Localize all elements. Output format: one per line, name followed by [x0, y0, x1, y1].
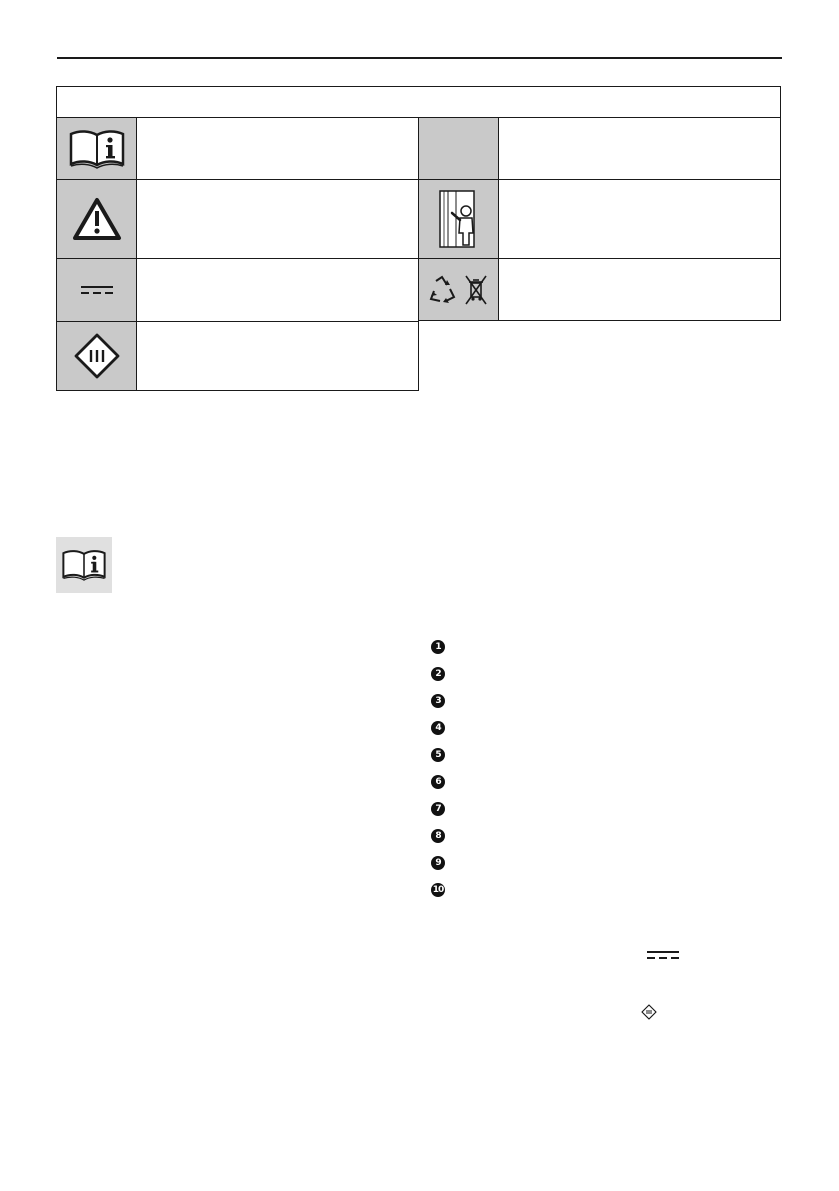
parts-list	[431, 633, 791, 903]
symbol-description-class-iii	[136, 321, 419, 391]
recycle-weee-icon	[418, 258, 499, 321]
list-item	[431, 687, 791, 714]
direct-current-icon	[647, 948, 679, 966]
manual-info-icon	[56, 537, 112, 593]
manual-info-icon	[56, 117, 137, 180]
list-item	[431, 822, 791, 849]
list-item	[431, 849, 791, 876]
list-item	[431, 795, 791, 822]
list-item	[431, 714, 791, 741]
item-number-badge: 9	[431, 856, 445, 870]
item-number-badge: 8	[431, 829, 445, 843]
symbol-description-dc	[136, 258, 419, 322]
symbol-description-recycling	[498, 258, 781, 321]
symbol-description-child-safety	[498, 179, 781, 259]
protection-class-iii-icon	[641, 1004, 657, 1025]
item-number-badge: 4	[431, 721, 445, 735]
list-item	[431, 633, 791, 660]
symbol-description-blank	[498, 117, 781, 180]
list-item	[431, 660, 791, 687]
warning-triangle-icon	[56, 179, 137, 259]
item-number-badge: 2	[431, 667, 445, 681]
item-number-badge: 5	[431, 748, 445, 762]
item-number-badge: 1	[431, 640, 445, 654]
symbol-description-manual	[136, 117, 419, 180]
symbol-description-warning	[136, 179, 419, 259]
child-safety-icon	[418, 179, 499, 259]
item-number-badge: 3	[431, 694, 445, 708]
item-number-badge: 6	[431, 775, 445, 789]
list-item	[431, 741, 791, 768]
list-item	[431, 876, 791, 903]
direct-current-icon	[56, 258, 137, 322]
item-number-badge: 7	[431, 802, 445, 816]
list-item	[431, 768, 791, 795]
item-number-badge: 10	[432, 884, 444, 895]
symbol-blank-cell	[418, 117, 499, 180]
symbols-table-header	[56, 86, 781, 118]
top-rule	[57, 57, 782, 59]
protection-class-iii-icon	[56, 321, 137, 391]
